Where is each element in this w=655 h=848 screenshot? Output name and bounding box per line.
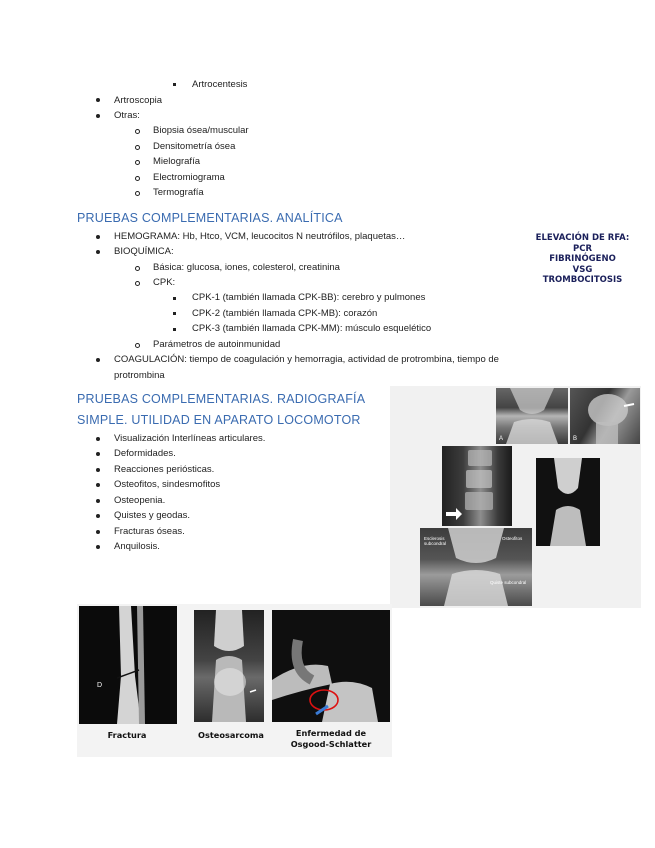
xray-spine bbox=[442, 446, 512, 526]
analitica-bioquimica: BIOQUÍMICA: bbox=[114, 246, 174, 257]
xray-knee-b bbox=[570, 388, 640, 444]
knee-b-bones bbox=[570, 388, 640, 444]
bullet-dot bbox=[96, 235, 100, 239]
radiografia-item: Deformidades. bbox=[114, 448, 176, 459]
xray-strip bbox=[77, 604, 392, 757]
analitica-hemograma: HEMOGRAMA: Hb, Htco, VCM, leucocitos N neutrófilos, plaquetas… bbox=[114, 231, 406, 242]
knee-lateral-bones bbox=[536, 458, 600, 546]
xray-fractura bbox=[79, 606, 177, 724]
radiografia-item: Osteofitos, sindesmofitos bbox=[114, 479, 221, 490]
bullet-square bbox=[173, 312, 176, 315]
caption-osteosarcoma: Osteosarcoma bbox=[198, 730, 264, 740]
bullet-dot bbox=[96, 358, 100, 362]
analitica-cpk: CPK: bbox=[153, 277, 176, 288]
bullet-dot bbox=[96, 514, 100, 518]
bullet-circle bbox=[135, 281, 140, 286]
bullet-circle bbox=[135, 145, 140, 150]
panel-label-a: A bbox=[499, 436, 504, 442]
rfa-line: FIBRINÓGENO bbox=[549, 254, 616, 265]
analitica-cpk-3: CPK-3 (también llamada CPK-MM): músculo esquelético bbox=[192, 323, 432, 334]
bullet-dot bbox=[96, 98, 100, 102]
bullet-square bbox=[173, 83, 176, 86]
radiografia-item: Anquilosis. bbox=[114, 541, 160, 552]
bullet-circle bbox=[135, 160, 140, 165]
caption-osgood-line2: Osgood-Schlatter bbox=[290, 739, 372, 749]
xray-knee-arthrosis bbox=[420, 528, 532, 606]
analitica-coagulacion-line1: COAGULACIÓN: tiempo de coagulación y hemorragia, actividad de protrombina, tiempo de bbox=[114, 354, 499, 365]
section-heading-radiografia-line2: SIMPLE. UTILIDAD EN APARATO LOCOMOTOR bbox=[77, 413, 361, 427]
bullet-dot bbox=[96, 530, 100, 534]
rfa-line: ELEVACIÓN DE RFA: bbox=[535, 233, 630, 243]
analitica-cpk-1: CPK-1 (también llamada CPK-BB): cerebro y pulmones bbox=[192, 292, 426, 303]
spine-vertebrae bbox=[442, 446, 512, 526]
section-heading-radiografia-line1: PRUEBAS COMPLEMENTARIAS. RADIOGRAFÍA bbox=[77, 392, 366, 406]
bullet-circle bbox=[135, 343, 140, 348]
xray-knee-lateral bbox=[536, 458, 600, 546]
fractura-marker: D bbox=[97, 682, 103, 689]
panel-label-b: B bbox=[573, 436, 578, 442]
radiografia-item: Fracturas óseas. bbox=[114, 526, 185, 537]
list-item-mielografia: Mielografía bbox=[153, 156, 200, 167]
bullet-circle bbox=[135, 176, 140, 181]
fractura-bones bbox=[79, 606, 177, 724]
osgood-bones bbox=[272, 610, 390, 722]
list-item-biopsia: Biopsia ósea/muscular bbox=[153, 125, 249, 136]
list-item-electromiograma: Electromiograma bbox=[153, 172, 225, 183]
rfa-line: PCR bbox=[572, 243, 592, 254]
bullet-circle bbox=[135, 266, 140, 271]
xray-osgood-schlatter bbox=[272, 610, 390, 722]
xray-knee-a bbox=[496, 388, 568, 444]
caption-fractura: Fractura bbox=[107, 730, 147, 740]
radiografia-item: Reacciones periósticas. bbox=[114, 464, 215, 475]
rfa-line: VSG bbox=[572, 264, 593, 275]
annotation-osteofitos: Osteofitos bbox=[502, 536, 523, 541]
bullet-dot bbox=[96, 483, 100, 487]
xray-montage bbox=[390, 386, 641, 608]
radiografia-item: Quistes y geodas. bbox=[114, 510, 191, 521]
bullet-square bbox=[173, 328, 176, 331]
section-heading-analitica: PRUEBAS COMPLEMENTARIAS. ANALÍTICA bbox=[77, 211, 343, 225]
list-item-termografia: Termografía bbox=[153, 187, 204, 198]
xray-osteosarcoma bbox=[194, 610, 264, 722]
radiografia-item: Visualización Interlíneas articulares. bbox=[114, 433, 266, 444]
bullet-circle bbox=[135, 129, 140, 134]
list-item-artroscopia: Artroscopia bbox=[114, 95, 163, 106]
analitica-cpk-2: CPK-2 (también llamada CPK-MB): corazón bbox=[192, 308, 378, 319]
bullet-dot bbox=[96, 545, 100, 549]
list-item-otras: Otras: bbox=[114, 110, 140, 121]
caption-osgood-line1: Enfermedad de bbox=[295, 728, 367, 738]
bullet-dot bbox=[96, 250, 100, 254]
list-item-artrocentesis: Artrocentesis bbox=[192, 79, 248, 90]
bullet-square bbox=[173, 297, 176, 300]
bullet-circle bbox=[135, 191, 140, 196]
bullet-dot bbox=[96, 452, 100, 456]
bullet-dot bbox=[96, 114, 100, 118]
knee-a-bones bbox=[496, 388, 568, 444]
rfa-callout bbox=[520, 233, 645, 286]
bullet-dot bbox=[96, 499, 100, 503]
annotation-esclerosis: Esclerosis subcondral bbox=[424, 536, 447, 546]
analitica-autoinmunidad: Parámetros de autoinmunidad bbox=[153, 339, 281, 350]
annotation-quiste: Quiste subcondral bbox=[490, 580, 527, 585]
bullet-dot bbox=[96, 437, 100, 441]
analitica-coagulacion-line2: protrombina bbox=[114, 370, 165, 381]
radiografia-item: Osteopenia. bbox=[114, 495, 166, 506]
osteosarcoma-bones bbox=[194, 610, 264, 722]
rfa-line: TROMBOCITOSIS bbox=[542, 275, 623, 286]
bullet-dot bbox=[96, 468, 100, 472]
analitica-basica: Básica: glucosa, iones, colesterol, creatinina bbox=[153, 262, 340, 273]
list-item-densitometria: Densitometría ósea bbox=[153, 141, 236, 152]
